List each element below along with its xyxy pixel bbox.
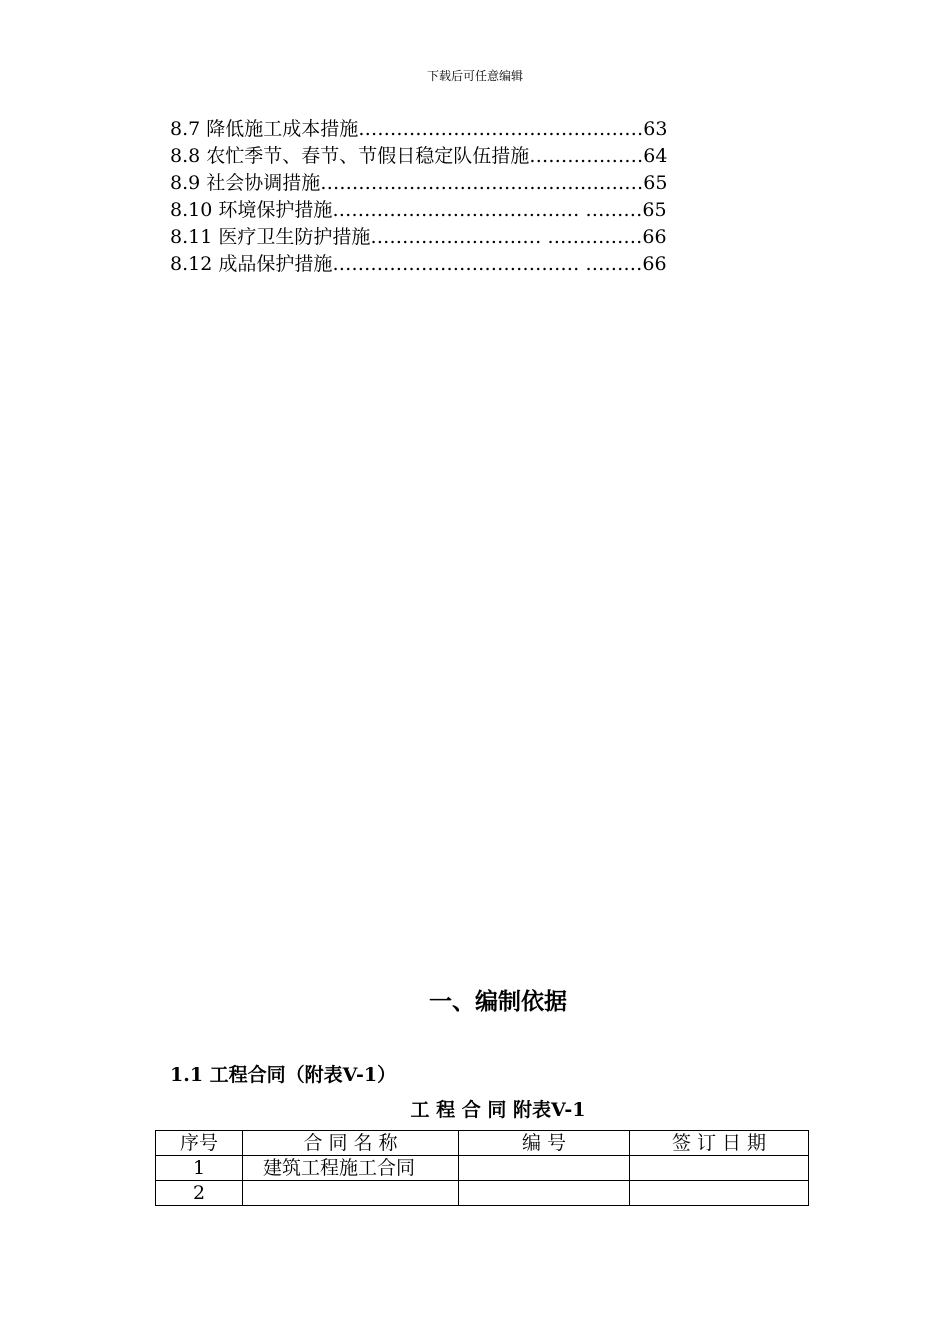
table-row: [156, 1156, 809, 1181]
table-cell: [243, 1181, 459, 1206]
header-cell-contract-name: 合 同 名 称: [243, 1131, 459, 1156]
table-cell: [630, 1156, 809, 1181]
section-title: 一、编制依据: [429, 988, 567, 1015]
header-cell-number: 编 号: [459, 1131, 630, 1156]
table-cell: 1: [156, 1156, 243, 1181]
toc-entry[interactable]: 8.9 社会协调措施……………………………………………65: [170, 172, 668, 194]
table-caption: 工 程 合 同 附表V-1: [410, 1099, 586, 1121]
table-cell: [459, 1181, 630, 1206]
header-cell-sign-date: 签 订 日 期: [630, 1131, 809, 1156]
toc-entry[interactable]: 8.10 环境保护措施………………………………… ………65: [170, 199, 667, 221]
contract-table: [155, 1130, 809, 1206]
toc-entry[interactable]: 8.8 农忙季节、春节、节假日稳定队伍措施………………64: [170, 145, 668, 167]
header-cell-index: 序号: [156, 1131, 243, 1156]
table-cell: 2: [156, 1181, 243, 1206]
toc-entry[interactable]: 8.12 成品保护措施………………………………… ………66: [170, 253, 667, 275]
table-cell: [630, 1181, 809, 1206]
table-of-contents: [170, 116, 740, 278]
toc-entry[interactable]: 8.7 降低施工成本措施………………………………………63: [170, 118, 668, 140]
table-row: [156, 1181, 809, 1206]
toc-entry[interactable]: 8.11 医疗卫生防护措施……………………… ……………66: [170, 226, 667, 248]
subsection-title: 1.1 工程合同（附表V-1）: [170, 1064, 397, 1086]
page-header: 下载后可任意编辑: [426, 69, 523, 83]
table-cell: 建筑工程施工合同: [243, 1156, 459, 1181]
table-cell: [459, 1156, 630, 1181]
table-header-row: [156, 1131, 809, 1156]
